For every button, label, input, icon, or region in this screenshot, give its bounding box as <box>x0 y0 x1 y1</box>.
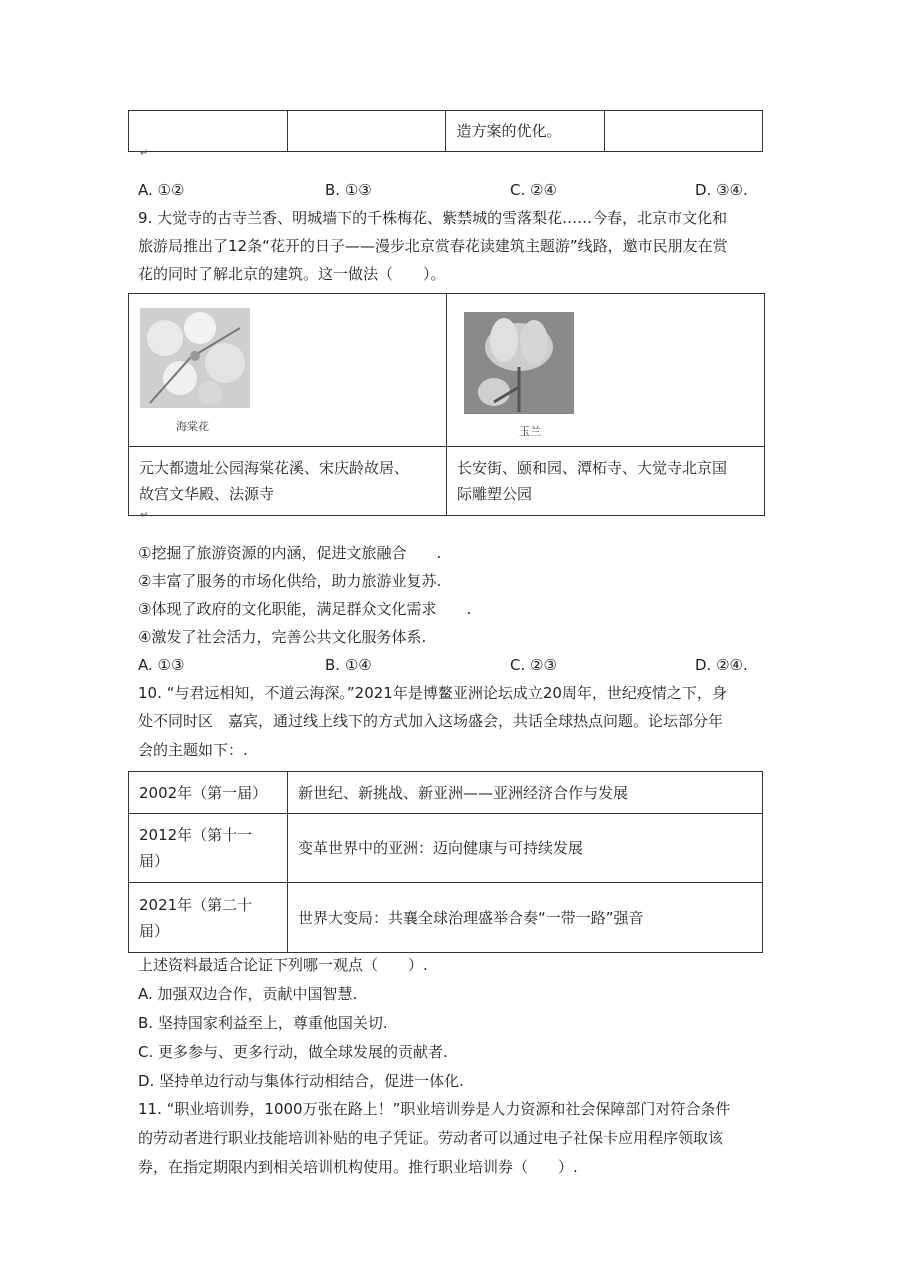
flower-places-line: 元大都遗址公园海棠花溪、宋庆龄故居、 <box>139 459 410 477</box>
q8-option-c[interactable]: C. ②④ <box>510 181 557 199</box>
top-table-cell <box>288 111 446 152</box>
forum-theme-cell: 世界大变局：共襄全球治理盛举合奏“一带一路”强音 <box>288 883 763 953</box>
q11-text-line: 的劳动者进行职业技能培训补贴的电子凭证。劳动者可以通过电子社保卡应用程序领取该 <box>138 1129 724 1147</box>
q9-option-b[interactable]: B. ①④ <box>325 656 372 674</box>
q10-question: 上述资料最适合论证下列哪一观点（ ）. <box>138 956 428 974</box>
forum-year-cell <box>129 883 288 953</box>
q11-text-line: 11. “职业培训券，1000万张在路上！”职业培训券是人力资源和社会保障部门对符合条件 <box>138 1100 731 1118</box>
top-table-cell: 造方案的优化。 <box>446 111 604 152</box>
q10-text-line: 处不同时区 嘉宾，通过线上线下的方式加入这场盛会，共话全球热点问题。论坛部分年 <box>138 712 724 730</box>
q10-option-b[interactable]: B. 坚持国家利益至上，尊重他国关切. <box>138 1014 388 1032</box>
flower-image-cell <box>129 294 447 447</box>
flower-places-line: 故宫文华殿、法源寺 <box>139 485 275 503</box>
q9-text-line: 旅游局推出了12条“花开的日子——漫步北京赏春花读建筑主题游”线路，邀市民朋友在赏 <box>138 237 728 255</box>
q11-text-line: 券，在指定期限内到相关培训机构使用。推行职业培训券（ ）. <box>138 1158 578 1176</box>
q10-option-d[interactable]: D. 坚持单边行动与集体行动相结合，促进一体化. <box>138 1072 464 1090</box>
paragraph-mark: ↵ <box>140 148 149 159</box>
flower-places-cell <box>129 447 447 516</box>
flower-places-line: 际雕塑公园 <box>457 485 533 503</box>
forum-year-line: 2012年（第十一 <box>139 826 253 844</box>
forum-year-line: 届） <box>139 852 170 870</box>
forum-theme-cell: 新世纪、新挑战、新亚洲——亚洲经济合作与发展 <box>288 772 763 814</box>
top-table <box>128 110 763 152</box>
q10-text-line: 10. “与君远相知，不道云海深。”2021年是博鳌亚洲论坛成立20周年，世纪疫情之下，身 <box>138 684 727 702</box>
flower-image-cell <box>447 294 765 447</box>
q9-option-c[interactable]: C. ②③ <box>510 656 557 674</box>
haitang-flower-image <box>140 308 250 408</box>
top-table-cell <box>129 111 288 152</box>
magnolia-flower-image <box>464 312 574 414</box>
q9-text-line: 9. 大觉寺的古寺兰香、明城墙下的千株梅花、紫禁城的雪落梨花……今春，北京市文化和 <box>138 209 728 227</box>
q10-option-c[interactable]: C. 更多参与、更多行动，做全球发展的贡献者. <box>138 1043 448 1061</box>
q8-option-b[interactable]: B. ①③ <box>325 181 372 199</box>
flower-table <box>128 293 765 516</box>
flower-caption: 海棠花 <box>176 420 209 433</box>
q9-option-a[interactable]: A. ①③ <box>138 656 185 674</box>
paragraph-mark: ↵ <box>140 510 149 521</box>
q9-statement: ④激发了社会活力，完善公共文化服务体系. <box>138 628 427 646</box>
flower-places-cell <box>447 447 765 516</box>
q9-statement: ①挖掘了旅游资源的内涵，促进文旅融合 . <box>138 544 442 562</box>
q8-option-d[interactable]: D. ③④. <box>695 181 748 199</box>
top-table-cell <box>604 111 762 152</box>
q9-statement: ③体现了政府的文化职能，满足群众文化需求 . <box>138 600 472 618</box>
forum-year-line: 届） <box>139 921 170 940</box>
flower-places-line: 长安街、颐和园、潭柘寺、大觉寺北京国 <box>457 459 728 477</box>
q10-text-line: 会的主题如下：. <box>138 741 248 759</box>
forum-year-cell <box>129 772 288 814</box>
forum-year-line: 2021年（第二十 <box>139 895 253 914</box>
q9-statement: ②丰富了服务的市场化供给，助力旅游业复苏. <box>138 572 442 590</box>
q9-option-d[interactable]: D. ②④. <box>695 656 748 674</box>
forum-year-line: 2002年（第一届） <box>139 783 268 802</box>
forum-theme-table <box>128 771 763 953</box>
q8-option-a[interactable]: A. ①② <box>138 181 185 199</box>
flower-caption: 玉兰 <box>519 425 541 438</box>
forum-year-cell <box>129 814 288 883</box>
q9-text-line: 花的同时了解北京的建筑。这一做法（ ）。 <box>138 265 446 283</box>
q10-option-a[interactable]: A. 加强双边合作，贡献中国智慧. <box>138 985 358 1003</box>
forum-theme-cell: 变革世界中的亚洲：迈向健康与可持续发展 <box>288 814 763 883</box>
